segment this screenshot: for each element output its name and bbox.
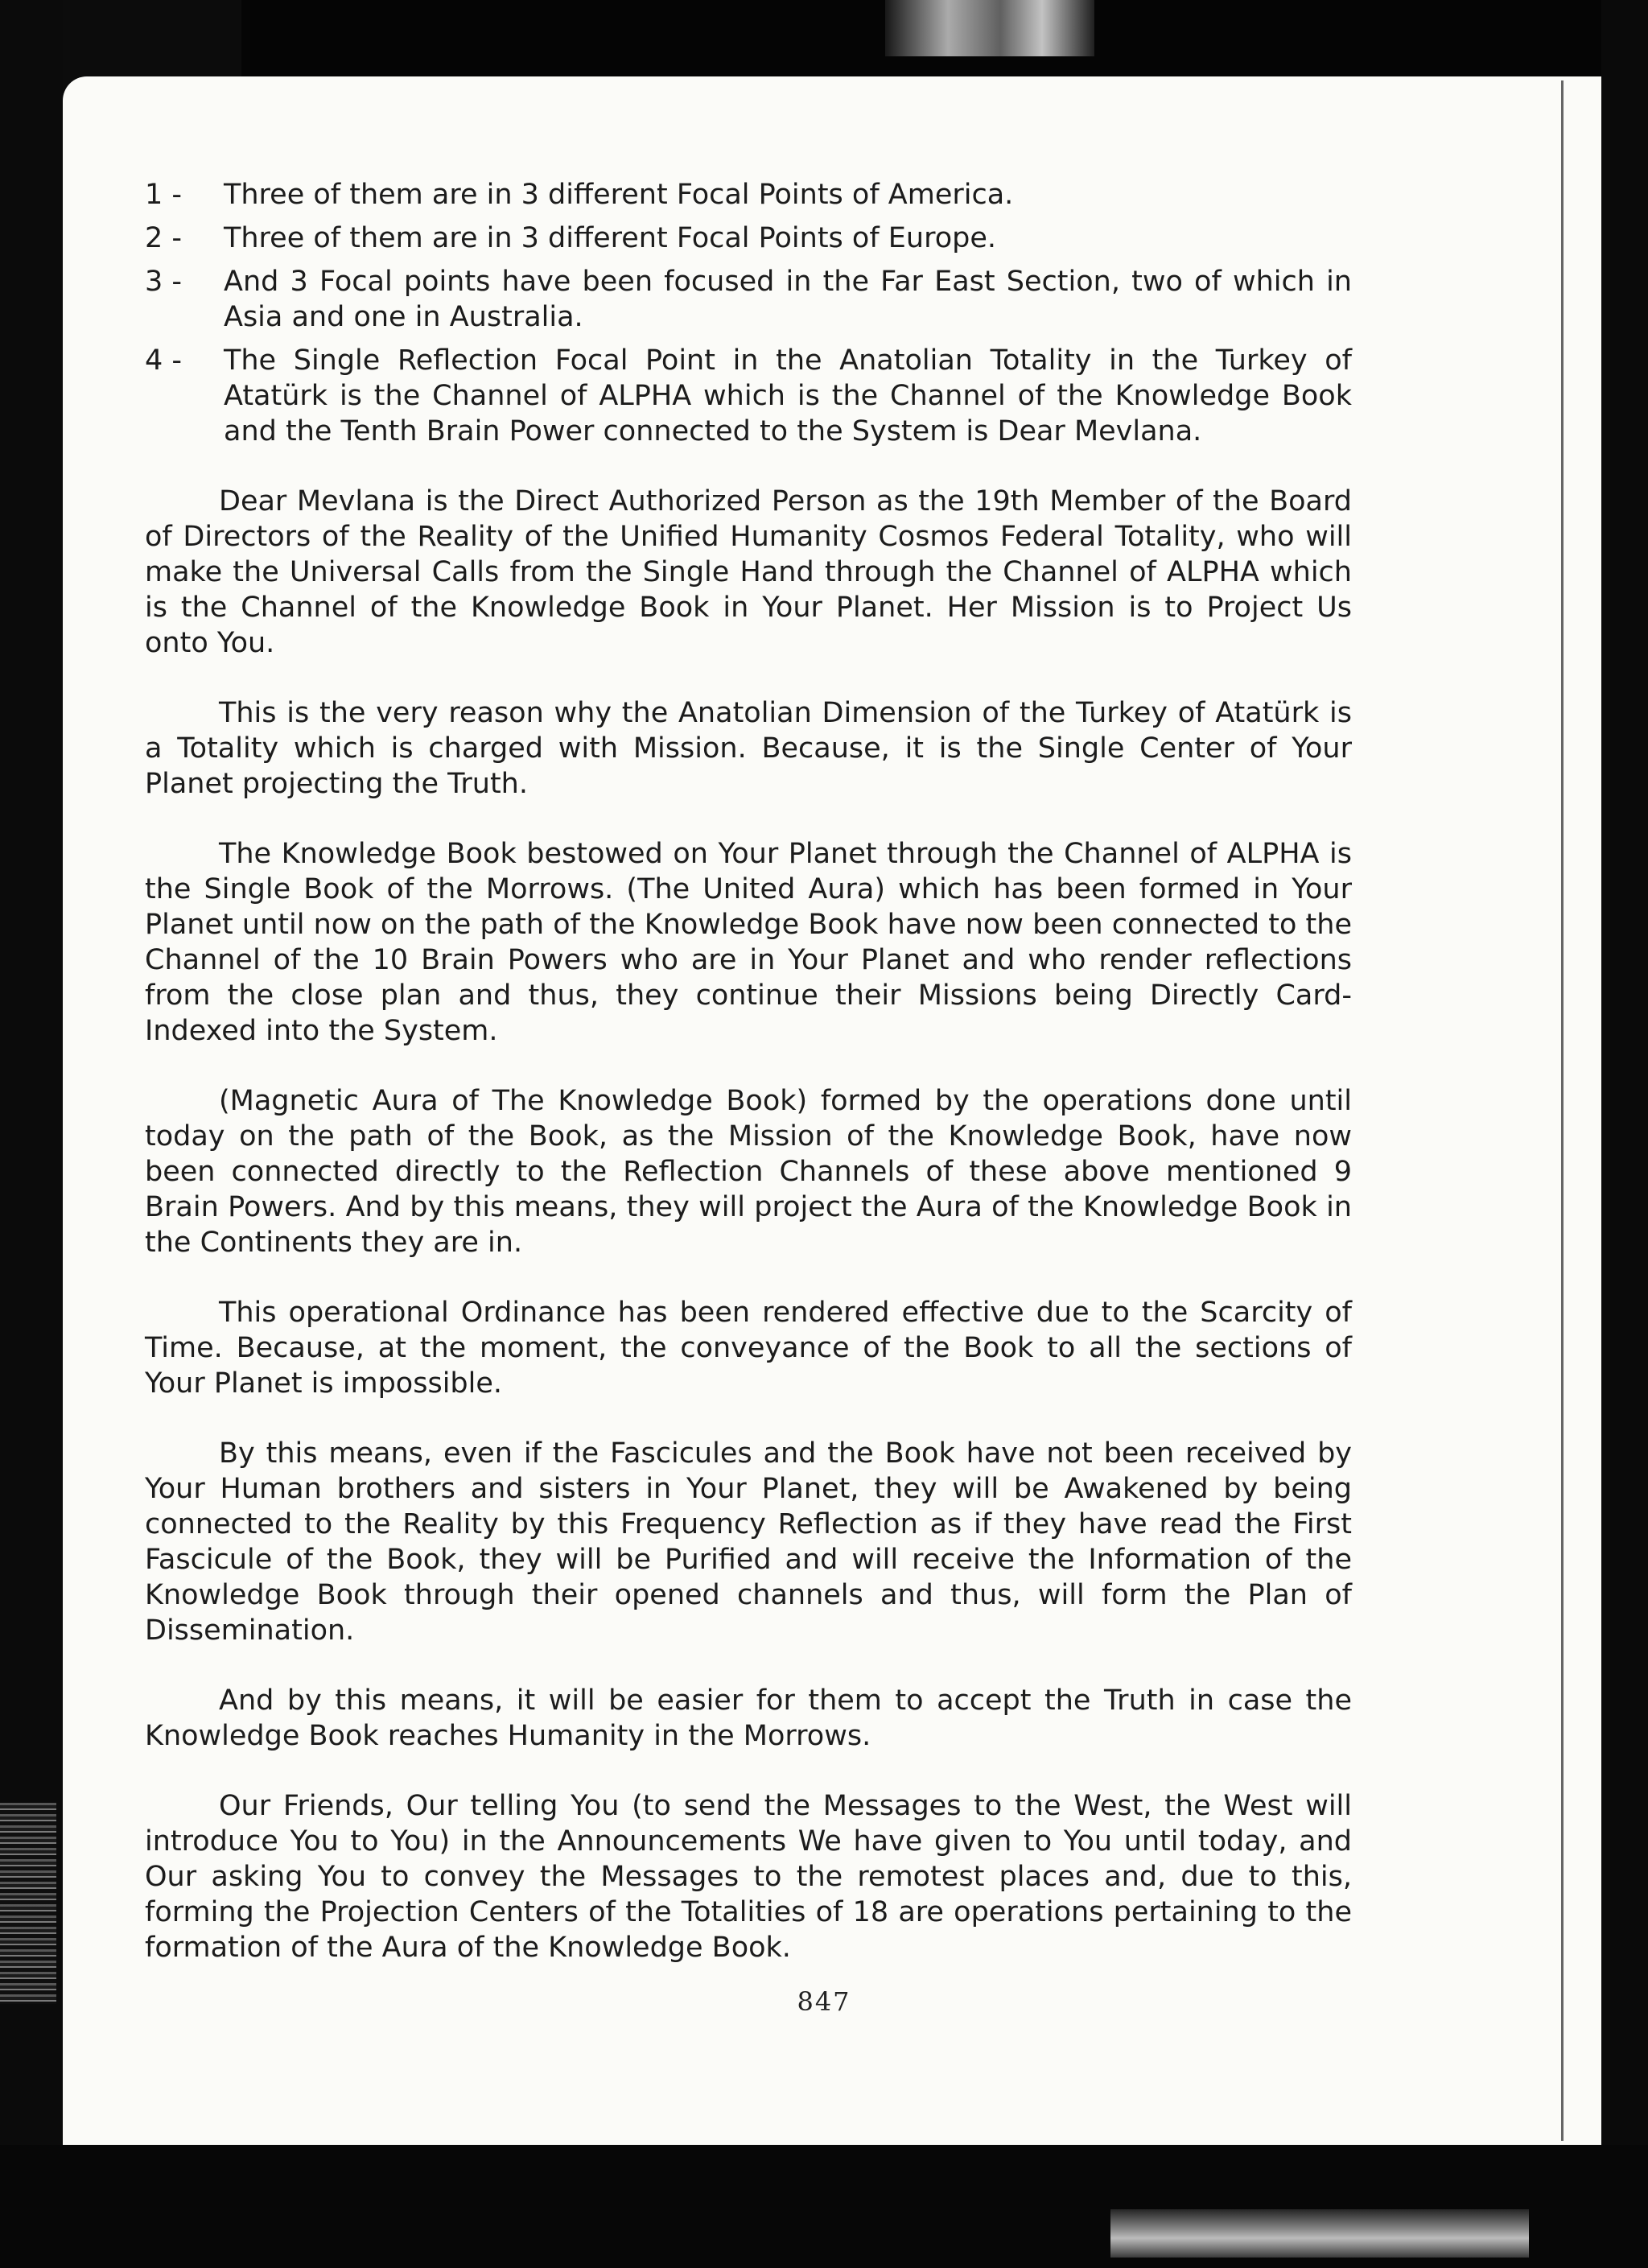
list-item	[145, 177, 1352, 212]
list-item	[145, 221, 1352, 256]
list-number: 2 -	[145, 222, 183, 254]
list-text: Three of them are in 3 different Focal Points of America.	[224, 179, 1014, 211]
list-text: And 3 Focal points have been focused in the Far East Section, two of which in Asia and one in Australia.	[224, 266, 1352, 333]
page-content	[145, 177, 1352, 1965]
scan-bottom-artifact	[1110, 2209, 1529, 2258]
body-paragraph: This is the very reason why the Anatolian Dimension of the Turkey of Atatürk is a Totality which is charged with Mission. Because, it is the Single Center of Your Planet projecting the Truth.	[145, 697, 1352, 800]
list-number: 3 -	[145, 266, 183, 298]
page-edge-line	[1561, 80, 1564, 2141]
page-number: 847	[797, 1986, 851, 2017]
body-paragraph: The Knowledge Book bestowed on Your Planet through the Channel of ALPHA is the Single Book of the Morrows. (The United Aura) which has been formed in Your Planet until now on the path of the Knowledge Book have now been connected to the Channel of the 10 Brain Powers who are in Your Planet and who render reflections from the close plan and thus, they continue their Missions being Directly Card-Indexed into the System.	[145, 838, 1352, 1047]
list-number: 4 -	[145, 344, 183, 377]
body-paragraph: (Magnetic Aura of The Knowledge Book) formed by the operations done until today on the path of the Book, as the Mission of the Knowledge Book, have now been connected directly to the Reflection Channels of these above mentioned 9 Brain Powers. And by this means, they will project the Aura of the Knowledge Book in the Continents they are in.	[145, 1085, 1352, 1259]
list-text: Three of them are in 3 different Focal Points of Europe.	[224, 222, 996, 254]
scan-top-artifact	[885, 0, 1094, 56]
body-paragraph: This operational Ordinance has been rendered effective due to the Scarcity of Time. Because, at the moment, the conveyance of the Book to all the sections of Your Planet is impossible.	[145, 1297, 1352, 1400]
scan-right-border	[1601, 0, 1648, 2268]
body-paragraph: Dear Mevlana is the Direct Authorized Person as the 19th Member of the Board of Directors of the Reality of the Unified Humanity Cosmos Federal Totality, who will make the Universal Calls from the Single Hand through the Channel of ALPHA which is the Channel of the Knowledge Book in Your Planet. Her Mission is to Project Us onto You.	[145, 485, 1352, 659]
body-paragraph: Our Friends, Our telling You (to send the Messages to the West, the West will introduce You to You) in the Announcements We have given to You until today, and Our asking You to convey the Messages to the remotest places and, due to this, forming the Projection Centers of the Totalities of 18 are operations pertaining to the formation of the Aura of the Knowledge Book.	[145, 1790, 1352, 1964]
list-item	[145, 343, 1352, 449]
scan-left-artifact	[0, 1803, 56, 2004]
list-number: 1 -	[145, 179, 183, 211]
body-paragraph: By this means, even if the Fascicules and the Book have not been received by Your Human brothers and sisters in Your Planet, they will be Awakened by being connected to the Reality by this Frequency Reflection as if they have read the First Fascicule of the Book, they will be Purified and will receive the Information of the Knowledge Book through their opened channels and thus, will form the Plan of Dissemination.	[145, 1437, 1352, 1647]
body-paragraph: And by this means, it will be easier for them to accept the Truth in case the Knowledge Book reaches Humanity in the Morrows.	[145, 1685, 1352, 1752]
list-text: The Single Reflection Focal Point in the Anatolian Totality in the Turkey of Atatürk is the Channel of ALPHA which is the Channel of the Knowledge Book and the Tenth Brain Power connected to the System is Dear Mevlana.	[224, 344, 1352, 447]
list-item	[145, 264, 1352, 335]
